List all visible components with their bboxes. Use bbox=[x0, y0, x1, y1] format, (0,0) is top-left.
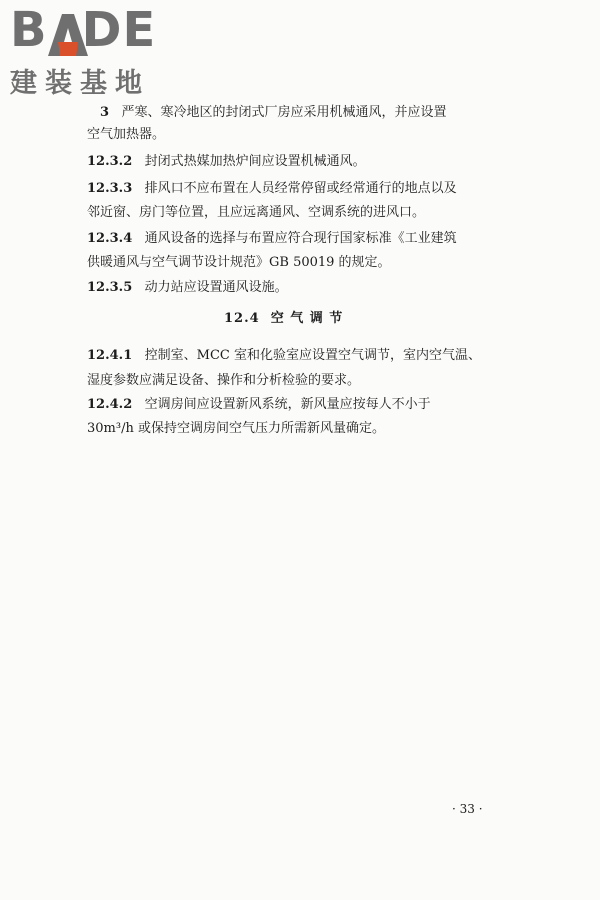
clause-12-3-3-line-1 bbox=[87, 180, 457, 198]
clause-12-4-1-line-2: 湿度参数应满足设备、操作和分析检验的要求。 bbox=[87, 373, 361, 388]
logo-letter-b: B bbox=[10, 2, 48, 58]
clause-12-3-4-line-2: 供暖通风与空气调节设计规范》GB 50019 的规定。 bbox=[87, 255, 391, 270]
bade-logo bbox=[10, 2, 175, 99]
logo-subtitle: 建装基地 bbox=[10, 68, 150, 99]
clause-text: 严寒、寒冷地区的封闭式厂房应采用机械通风，并应设置 bbox=[121, 105, 447, 120]
clause-text: 封闭式热媒加热炉间应设置机械通风。 bbox=[144, 154, 366, 169]
clause-12-4-2-line-2: 30m³/h 或保持空调房间空气压力所需新风量确定。 bbox=[87, 421, 385, 436]
clause-number: 12.3.3 bbox=[87, 181, 133, 196]
logo-wordmark bbox=[10, 2, 175, 58]
paragraph-3-line-2: 空气加热器。 bbox=[87, 127, 166, 142]
section-heading-12-4 bbox=[224, 310, 343, 328]
clause-number: 12.4.1 bbox=[87, 348, 133, 363]
clause-number: 12.3.2 bbox=[87, 154, 133, 169]
page-number: · 33 · bbox=[452, 802, 483, 816]
clause-text: 控制室、MCC 室和化验室应设置空气调节，室内空气温、 bbox=[144, 348, 481, 363]
logo-letters-de: DE bbox=[81, 2, 157, 58]
clause-12-3-3-line-2: 邻近窗、房门等位置，且应远离通风、空调系统的进风口。 bbox=[87, 205, 426, 220]
clause-12-3-5 bbox=[87, 279, 288, 297]
clause-12-4-2-line-1 bbox=[87, 396, 431, 414]
clause-number: 12.3.5 bbox=[87, 280, 133, 295]
clause-number: 12.3.4 bbox=[87, 231, 133, 246]
clause-text: 排风口不应布置在人员经常停留或经常通行的地点以及 bbox=[144, 181, 457, 196]
section-title: 空 气 调 节 bbox=[270, 311, 344, 326]
clause-12-3-4-line-1 bbox=[87, 230, 457, 248]
logo-a-mark-icon bbox=[48, 12, 88, 56]
clause-number: 3 bbox=[100, 105, 110, 120]
clause-text: 通风设备的选择与布置应符合现行国家标准《工业建筑 bbox=[144, 231, 457, 246]
clause-12-3-2 bbox=[87, 153, 366, 171]
clause-number: 12.4.2 bbox=[87, 397, 133, 412]
clause-text: 动力站应设置通风设施。 bbox=[144, 280, 288, 295]
clause-text: 空调房间应设置新风系统，新风量应按每人不小于 bbox=[144, 397, 431, 412]
section-number: 12.4 bbox=[224, 311, 260, 326]
paragraph-3-line-1 bbox=[100, 104, 446, 122]
clause-12-4-1-line-1 bbox=[87, 347, 481, 365]
